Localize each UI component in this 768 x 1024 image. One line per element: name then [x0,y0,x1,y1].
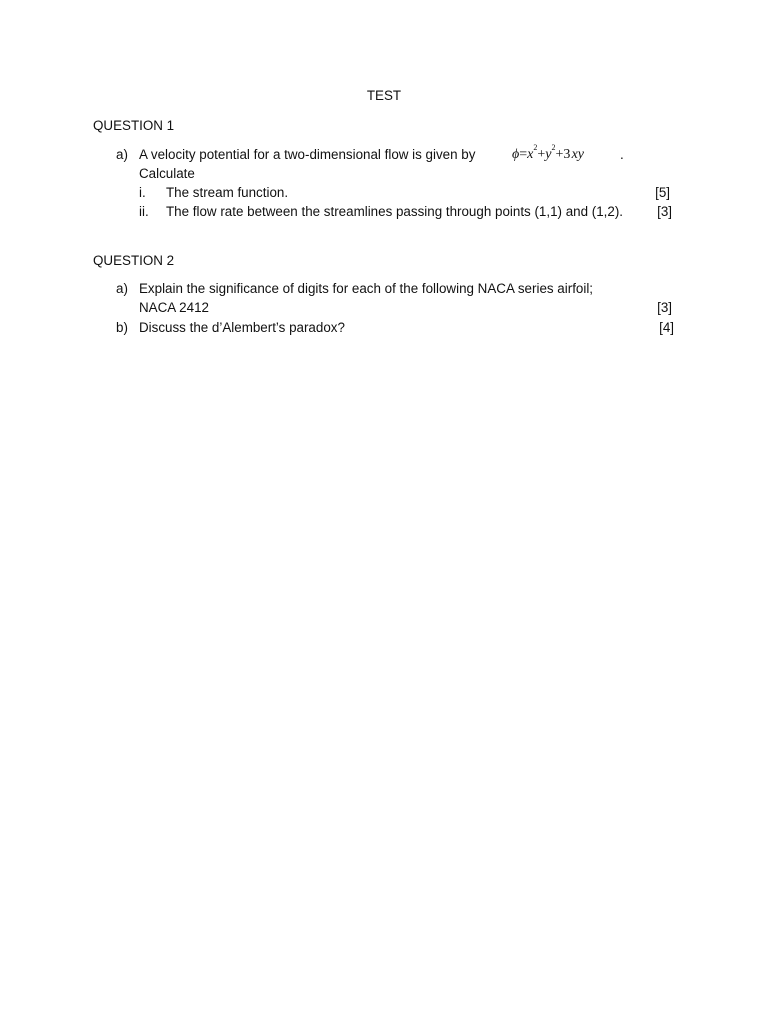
formula-plus-1: + [537,147,546,162]
formula-x-exponent: 2 [533,143,538,153]
formula-y-exponent: 2 [551,143,556,153]
question-1a-ii-mark: [3] [657,204,672,219]
velocity-potential-formula [512,143,585,164]
question-1a-i-numeral: i. [139,185,146,200]
formula-coefficient: 3 [563,147,571,162]
question-2-heading: QUESTION 2 [93,253,175,268]
question-1a-text: A velocity potential for a two-dimensional flow is given by [139,147,476,162]
formula-x: x [527,147,534,162]
formula-equals: = [519,147,528,162]
question-1-heading: QUESTION 1 [93,118,175,133]
question-1a-i-text: The stream function. [166,185,289,200]
formula-plus-2: + [555,147,564,162]
question-1a-i-mark: [5] [655,185,670,200]
question-2b-letter: b) [116,320,128,335]
document-title: TEST [366,88,402,103]
question-1a-letter: a) [116,147,128,162]
question-1a-continuation: Calculate [139,166,195,181]
question-2b-text: Discuss the d’Alembert’s paradox? [139,320,345,335]
question-1a-ii-text: The flow rate between the streamlines passing through points (1,1) and (1,2). [166,204,624,219]
formula-phi: ϕ [512,147,520,162]
question-2a-continuation: NACA 2412 [139,300,209,315]
question-2b-mark: [4] [659,320,674,335]
formula-xy: xy [571,147,585,162]
formula-y: y [545,147,552,162]
question-2a-text: Explain the significance of digits for each of the following NACA series airfoil; [139,281,594,296]
formula-period: . [620,147,624,162]
question-1a-ii-numeral: ii. [139,204,149,219]
question-2a-mark: [3] [657,300,672,315]
question-2a-letter: a) [116,281,128,296]
